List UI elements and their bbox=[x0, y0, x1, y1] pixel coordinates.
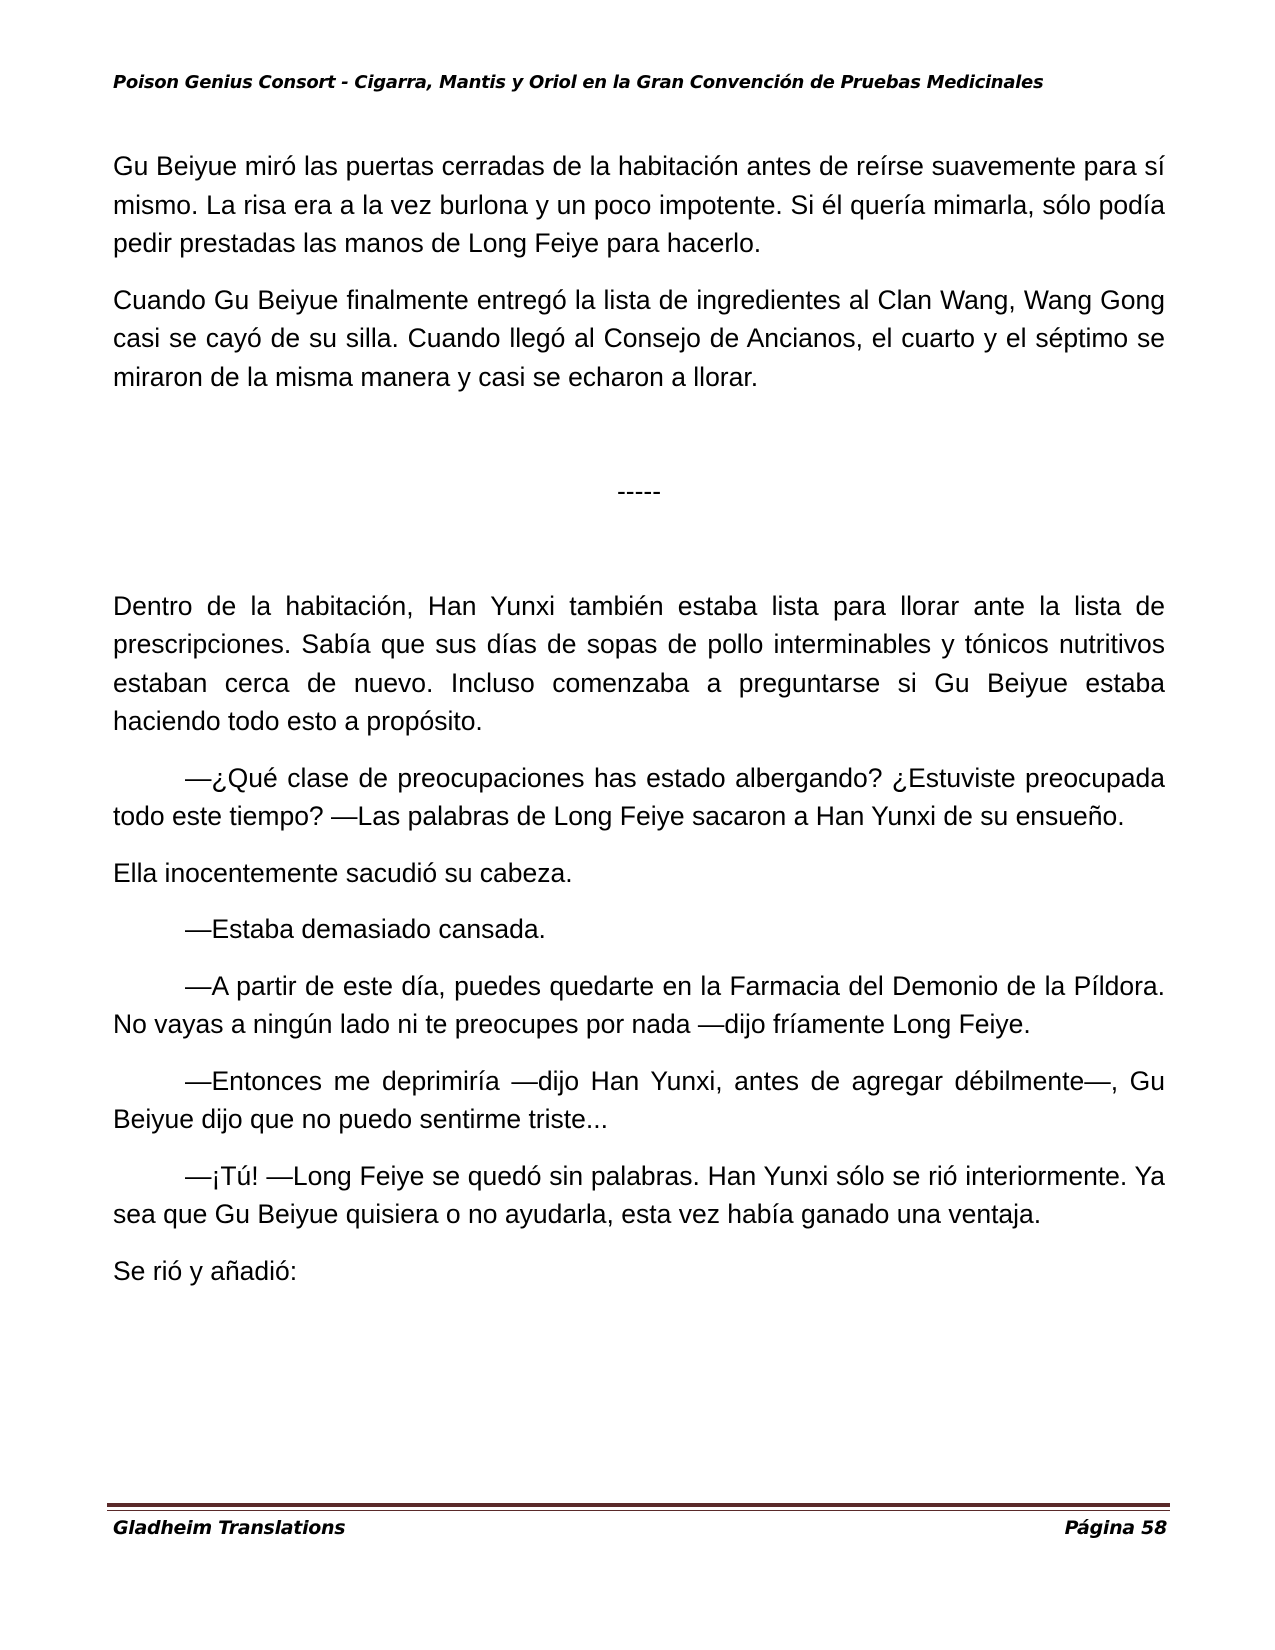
footer-rule-thin bbox=[107, 1510, 1170, 1511]
paragraph: Dentro de la habitación, Han Yunxi también estaba lista para llorar ante la lista de prescripciones. Sabía que sus días de sopas de pollo interminables y tónicos nutritivos estaban cerca de nuevo. Incluso comenzaba a preguntarse si Gu Beiyue estaba haciendo todo esto a propósito. bbox=[113, 590, 1165, 736]
footer-publisher: Gladheim Translations bbox=[113, 1517, 346, 1539]
section-separator: ----- bbox=[616, 476, 662, 506]
page-header: Poison Genius Consort - Cigarra, Mantis y Oriol en la Gran Convención de Pruebas Medicinales bbox=[113, 72, 1044, 93]
paragraph: —Estaba demasiado cansada. bbox=[185, 914, 546, 944]
paragraph: Ella inocentemente sacudió su cabeza. bbox=[113, 857, 573, 888]
page-number: Página 58 bbox=[1064, 1517, 1167, 1539]
paragraph: Cuando Gu Beiyue finalmente entregó la lista de ingredientes al Clan Wang, Wang Gong casi se cayó de su silla. Cuando llegó al Consejo de Ancianos, el cuarto y el séptimo se miraron de la misma manera y casi se echaron a llorar. bbox=[113, 284, 1165, 392]
paragraph: —¡Tú! —Long Feiye se quedó sin palabras. Han Yunxi sólo se rió interiormente. Ya sea que Gu Beiyue quisiera o no ayudarla, esta vez había ganado una ventaja. bbox=[113, 1160, 1165, 1229]
paragraph: —A partir de este día, puedes quedarte en la Farmacia del Demonio de la Píldora. No vayas a ningún lado ni te preocupes por nada —dijo fríamente Long Feiye. bbox=[113, 970, 1165, 1039]
body-text bbox=[113, 147, 1165, 1308]
paragraph: Se rió y añadió: bbox=[113, 1255, 298, 1286]
paragraph: —Entonces me deprimiría —dijo Han Yunxi, antes de agregar débilmente—, Gu Beiyue dijo que no puedo sentirme triste... bbox=[113, 1065, 1165, 1134]
paragraph: —¿Qué clase de preocupaciones has estado albergando? ¿Estuviste preocupada todo este tiempo? —Las palabras de Long Feiye sacaron a Han Yunxi de su ensueño. bbox=[113, 762, 1165, 831]
paragraph: Gu Beiyue miró las puertas cerradas de la habitación antes de reírse suavemente para sí mismo. La risa era a la vez burlona y un poco impotente. Si él quería mimarla, sólo podía pedir prestadas las manos de Long Feiye para hacerlo. bbox=[113, 151, 1165, 258]
footer-rule bbox=[107, 1503, 1170, 1507]
